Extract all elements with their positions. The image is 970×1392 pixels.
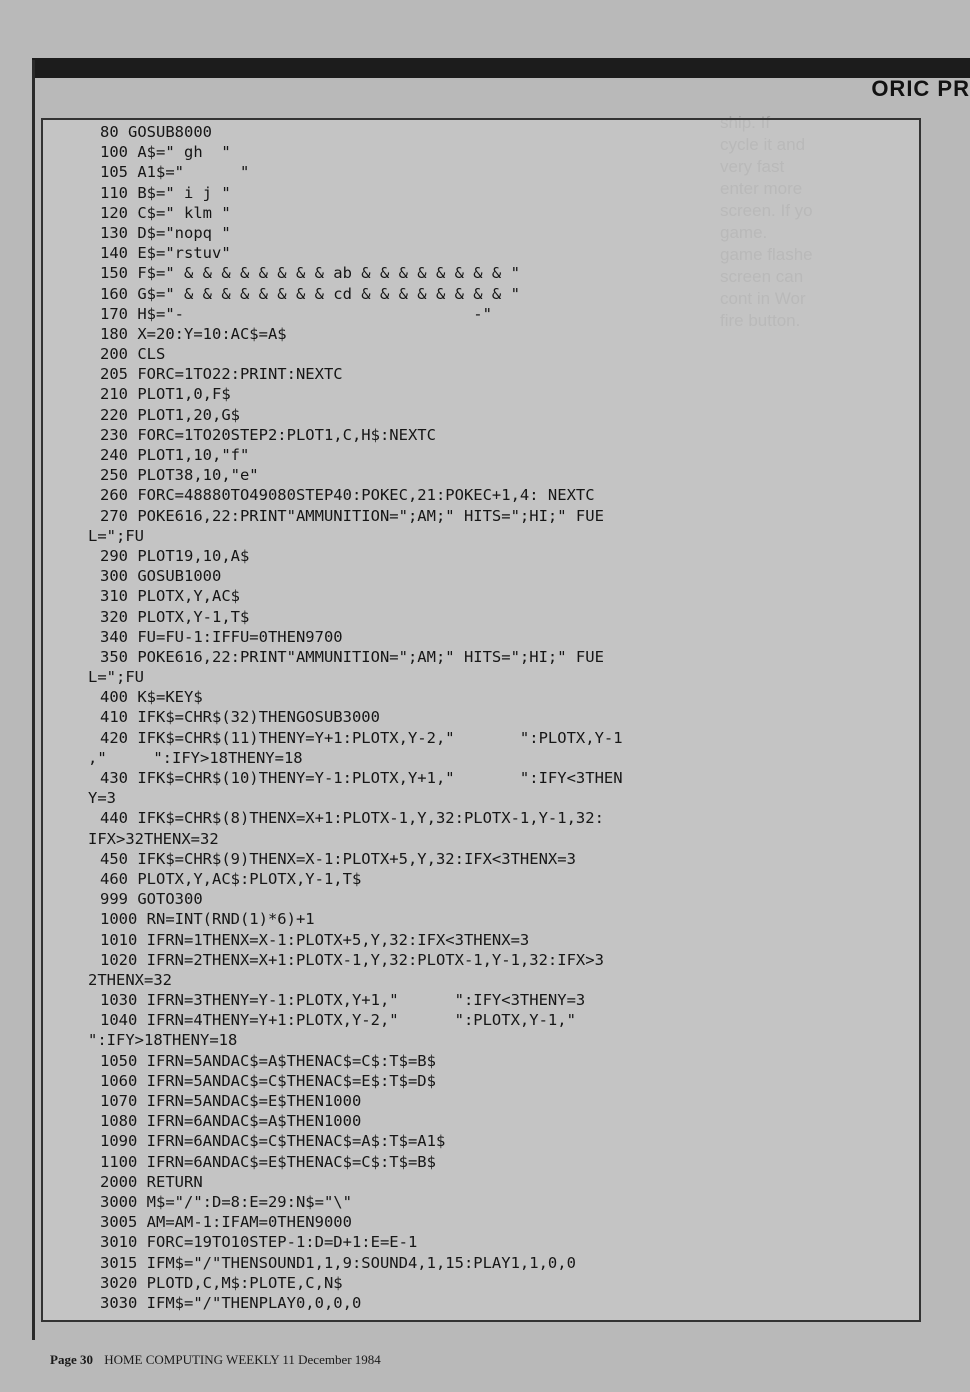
code-line: 210 PLOT1,0,F$ bbox=[100, 385, 231, 404]
code-line: Y=3 bbox=[88, 789, 116, 808]
code-line: 140 E$="rstuv" bbox=[100, 244, 231, 263]
code-line: 1050 IFRN=5ANDAC$=A$THENAC$=C$:T$=B$ bbox=[100, 1051, 436, 1070]
code-line: 220 PLOT1,20,G$ bbox=[100, 405, 240, 424]
code-line: 290 PLOT19,10,A$ bbox=[100, 546, 250, 565]
code-line: 150 F$=" & & & & & & & & ab & & & & & & & & " bbox=[100, 264, 520, 283]
code-line: 80 GOSUB8000 bbox=[100, 123, 212, 141]
page-number: Page 30 bbox=[50, 1352, 93, 1367]
code-line: 1090 IFRN=6ANDAC$=C$THENAC$=A$:T$=A1$ bbox=[100, 1132, 446, 1151]
code-line: 3030 IFM$="/"THENPLAY0,0,0,0 bbox=[100, 1293, 362, 1312]
code-line: 100 A$=" gh " bbox=[100, 143, 231, 162]
code-line: L=";FU bbox=[88, 526, 144, 545]
code-line: 1000 RN=INT(RND(1)*6)+1 bbox=[100, 910, 315, 929]
code-line: 2THENX=32 bbox=[88, 970, 172, 989]
code-line: 130 D$="nopq " bbox=[100, 223, 231, 242]
program-listing bbox=[88, 122, 820, 1313]
code-line: 1080 IFRN=6ANDAC$=A$THEN1000 bbox=[100, 1112, 362, 1131]
page-footer bbox=[50, 1352, 381, 1368]
code-line: 410 IFK$=CHR$(32)THENGOSUB3000 bbox=[100, 708, 380, 727]
code-line: 170 H$="- -" bbox=[100, 304, 492, 323]
code-line: 3010 FORC=19TO10STEP-1:D=D+1:E=E-1 bbox=[100, 1233, 418, 1252]
code-line: 240 PLOT1,10,"f" bbox=[100, 446, 250, 464]
section-title: ORIC PR bbox=[871, 76, 970, 101]
code-line: 270 POKE616,22:PRINT"AMMUNITION=";AM;" HITS=";HI;" FUE bbox=[100, 506, 604, 525]
code-line: 250 PLOT38,10,"e" bbox=[100, 466, 259, 485]
code-line: 1060 IFRN=5ANDAC$=C$THENAC$=E$:T$=D$ bbox=[100, 1071, 436, 1090]
code-line: 200 CLS bbox=[100, 345, 166, 364]
code-line: 3005 AM=AM-1:IFAM=0THEN9000 bbox=[100, 1213, 352, 1232]
code-line: 400 K$=KEY$ bbox=[100, 688, 203, 707]
code-line: 260 FORC=48880TO49080STEP40:POKEC,21:POKEC+1,4: NEXTC bbox=[100, 486, 595, 505]
code-line: 160 G$=" & & & & & & & & cd & & & & & & & & " bbox=[100, 284, 520, 303]
code-line: ":IFY>18THENY=18 bbox=[88, 1031, 238, 1050]
code-line: 3000 M$="/":D=8:E=29:N$="\" bbox=[100, 1192, 352, 1211]
code-line: 999 GOTO300 bbox=[100, 890, 203, 909]
header-bar bbox=[32, 58, 970, 78]
code-line: 440 IFK$=CHR$(8)THENX=X+1:PLOTX-1,Y,32:PLOTX-1,Y-1,32: bbox=[100, 809, 604, 828]
code-line: 1070 IFRN=5ANDAC$=E$THEN1000 bbox=[100, 1092, 362, 1110]
code-line: 460 PLOTX,Y,AC$:PLOTX,Y-1,T$ bbox=[100, 869, 362, 888]
code-line: 105 A1$=" " bbox=[100, 163, 250, 182]
code-line: L=";FU bbox=[88, 668, 144, 687]
code-line: ," ":IFY>18THENY=18 bbox=[88, 748, 303, 767]
code-line: 430 IFK$=CHR$(10)THENY=Y-1:PLOTX,Y+1," ":IFY<3THEN bbox=[100, 769, 623, 787]
code-line: 1020 IFRN=2THENX=X+1:PLOTX-1,Y,32:PLOTX-1,Y-1,32:IFX>3 bbox=[100, 950, 604, 969]
code-line: IFX>32THENX=32 bbox=[88, 829, 219, 848]
code-line: 300 GOSUB1000 bbox=[100, 567, 222, 586]
code-line: 450 IFK$=CHR$(9)THENX=X-1:PLOTX+5,Y,32:IFX<3THENX=3 bbox=[100, 849, 576, 868]
code-line: 230 FORC=1TO20STEP2:PLOT1,C,H$:NEXTC bbox=[100, 425, 436, 444]
code-line: 1100 IFRN=6ANDAC$=E$THENAC$=C$:T$=B$ bbox=[100, 1152, 436, 1171]
code-line: 205 FORC=1TO22:PRINT:NEXTC bbox=[100, 365, 343, 384]
code-line: 1030 IFRN=3THENY=Y-1:PLOTX,Y+1," ":IFY<3THENY=3 bbox=[100, 991, 586, 1010]
code-line: 320 PLOTX,Y-1,T$ bbox=[100, 607, 250, 626]
code-line: 340 FU=FU-1:IFFU=0THEN9700 bbox=[100, 627, 343, 646]
code-line: 1040 IFRN=4THENY=Y+1:PLOTX,Y-2," ":PLOTX,Y-1," bbox=[100, 1011, 576, 1030]
code-line: 180 X=20:Y=10:AC$=A$ bbox=[100, 324, 287, 343]
code-line: 2000 RETURN bbox=[100, 1172, 203, 1191]
code-line: 310 PLOTX,Y,AC$ bbox=[100, 587, 240, 606]
page-left-rule bbox=[32, 60, 35, 1340]
code-line: 350 POKE616,22:PRINT"AMMUNITION=";AM;" HITS=";HI;" FUE bbox=[100, 647, 604, 666]
code-line: 1010 IFRN=1THENX=X-1:PLOTX+5,Y,32:IFX<3THENX=3 bbox=[100, 930, 530, 949]
code-line: 110 B$=" i j " bbox=[100, 183, 231, 202]
code-line: 3015 IFM$="/"THENSOUND1,1,9:SOUND4,1,15:PLAY1,1,0,0 bbox=[100, 1253, 576, 1272]
code-line: 3020 PLOTD,C,M$:PLOTE,C,N$ bbox=[100, 1273, 343, 1292]
code-line: 420 IFK$=CHR$(11)THENY=Y+1:PLOTX,Y-2," ":PLOTX,Y-1 bbox=[100, 728, 623, 747]
code-line: 120 C$=" klm " bbox=[100, 203, 231, 222]
publication-line: HOME COMPUTING WEEKLY 11 December 1984 bbox=[104, 1352, 381, 1367]
